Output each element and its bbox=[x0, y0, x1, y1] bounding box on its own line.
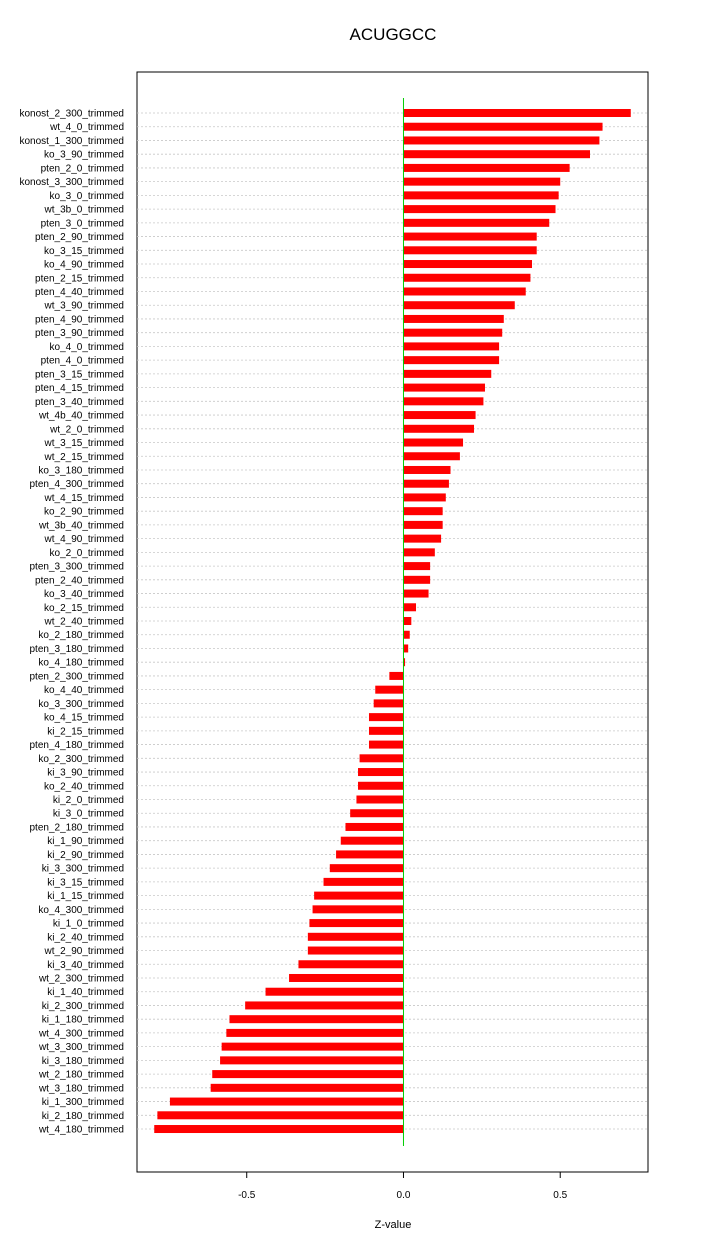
category-label: ko_3_90_trimmed bbox=[43, 149, 124, 161]
category-label: ki_3_300_trimmed bbox=[41, 863, 124, 875]
bar bbox=[403, 411, 475, 419]
category-label: pten_2_300_trimmed bbox=[29, 671, 124, 683]
bar bbox=[336, 850, 403, 858]
category-label: ko_3_15_trimmed bbox=[43, 245, 124, 257]
bar bbox=[403, 233, 536, 241]
bar bbox=[245, 1001, 403, 1009]
category-label: wt_2_300_trimmed bbox=[38, 973, 124, 985]
bar bbox=[403, 425, 474, 433]
category-label: pten_4_40_trimmed bbox=[35, 286, 124, 298]
category-label: ko_3_180_trimmed bbox=[38, 465, 124, 477]
bar bbox=[266, 988, 404, 996]
bar bbox=[403, 246, 536, 254]
bar bbox=[229, 1015, 403, 1023]
category-label: ko_2_180_trimmed bbox=[38, 630, 124, 642]
category-label: pten_4_90_trimmed bbox=[35, 314, 124, 326]
category-label: wt_3_90_trimmed bbox=[44, 300, 124, 312]
category-label: ki_1_90_trimmed bbox=[47, 836, 124, 848]
bar bbox=[403, 631, 409, 639]
bar bbox=[345, 823, 403, 831]
category-label: ko_4_15_trimmed bbox=[43, 712, 124, 724]
bar bbox=[330, 864, 404, 872]
category-label: ko_2_0_trimmed bbox=[49, 547, 124, 559]
bar bbox=[403, 315, 503, 323]
bar bbox=[403, 521, 442, 529]
bar bbox=[403, 150, 590, 158]
category-label: pten_3_300_trimmed bbox=[29, 561, 124, 573]
category-label: pten_2_40_trimmed bbox=[35, 575, 124, 587]
category-label: pten_3_40_trimmed bbox=[35, 396, 124, 408]
category-label: wt_2_15_trimmed bbox=[44, 451, 124, 463]
bar bbox=[403, 562, 430, 570]
bar bbox=[358, 768, 403, 776]
category-label: pten_4_0_trimmed bbox=[40, 355, 124, 367]
category-label: wt_3b_0_trimmed bbox=[44, 204, 124, 216]
x-tick-label: 0.0 bbox=[396, 1190, 411, 1201]
bar bbox=[369, 727, 403, 735]
category-label: wt_3b_40_trimmed bbox=[38, 520, 124, 532]
category-label: wt_4_15_trimmed bbox=[44, 492, 124, 504]
bar bbox=[308, 933, 404, 941]
bar bbox=[403, 356, 499, 364]
bar bbox=[403, 342, 499, 350]
bar bbox=[369, 713, 403, 721]
category-label: wt_4_90_trimmed bbox=[44, 534, 124, 546]
category-label: wt_4_180_trimmed bbox=[38, 1124, 124, 1136]
bar bbox=[289, 974, 403, 982]
category-label: pten_2_180_trimmed bbox=[29, 822, 124, 834]
category-label: ko_2_300_trimmed bbox=[38, 753, 124, 765]
category-label: wt_4b_40_trimmed bbox=[38, 410, 124, 422]
bar bbox=[374, 699, 404, 707]
category-label: ki_3_90_trimmed bbox=[47, 767, 124, 779]
chart-title: ACUGGCC bbox=[349, 25, 437, 44]
x-tick-label: 0.5 bbox=[553, 1190, 568, 1201]
x-axis bbox=[238, 1172, 568, 1201]
bar bbox=[403, 617, 411, 625]
category-label: ki_3_180_trimmed bbox=[41, 1055, 124, 1067]
category-label: ki_2_180_trimmed bbox=[41, 1110, 124, 1122]
category-label: pten_3_15_trimmed bbox=[35, 369, 124, 381]
category-label: pten_2_0_trimmed bbox=[40, 163, 124, 175]
bar bbox=[403, 452, 459, 460]
bar bbox=[403, 205, 555, 213]
bar bbox=[341, 837, 404, 845]
category-label: pten_2_15_trimmed bbox=[35, 273, 124, 285]
bar bbox=[403, 397, 483, 405]
bar bbox=[403, 301, 514, 309]
bar bbox=[403, 384, 485, 392]
bar bbox=[369, 741, 403, 749]
bar bbox=[350, 809, 403, 817]
bar bbox=[403, 136, 599, 144]
bar bbox=[356, 796, 403, 804]
bar bbox=[403, 191, 558, 199]
category-label: pten_4_15_trimmed bbox=[35, 383, 124, 395]
bar bbox=[403, 370, 491, 378]
bar bbox=[211, 1084, 404, 1092]
bar bbox=[212, 1070, 403, 1078]
bar bbox=[403, 109, 630, 117]
bar bbox=[375, 686, 403, 694]
category-label: wt_3_15_trimmed bbox=[44, 438, 124, 450]
bar bbox=[313, 905, 404, 913]
category-label: ki_1_180_trimmed bbox=[41, 1014, 124, 1026]
category-label: wt_3_180_trimmed bbox=[38, 1083, 124, 1095]
bar bbox=[403, 493, 445, 501]
category-label: ki_2_0_trimmed bbox=[52, 795, 124, 806]
category-label: wt_2_180_trimmed bbox=[38, 1069, 124, 1081]
bar bbox=[403, 123, 602, 131]
bar bbox=[403, 164, 569, 172]
category-label: konost_2_300_trimmed bbox=[19, 108, 124, 120]
bar bbox=[403, 178, 560, 186]
category-label: ki_3_15_trimmed bbox=[47, 877, 124, 889]
bar bbox=[403, 548, 434, 556]
category-label: ko_4_300_trimmed bbox=[38, 904, 124, 916]
category-label: pten_3_180_trimmed bbox=[29, 643, 124, 655]
category-label: ki_1_300_trimmed bbox=[41, 1097, 124, 1109]
category-label: ki_1_15_trimmed bbox=[47, 891, 124, 903]
category-label: ko_4_180_trimmed bbox=[38, 657, 124, 669]
category-label: wt_4_300_trimmed bbox=[38, 1028, 124, 1040]
category-label: wt_3_300_trimmed bbox=[38, 1042, 124, 1054]
bar bbox=[403, 507, 442, 515]
bar bbox=[403, 603, 416, 611]
category-label: pten_4_300_trimmed bbox=[29, 479, 124, 491]
category-label: ko_2_15_trimmed bbox=[43, 602, 124, 614]
category-label: pten_4_180_trimmed bbox=[29, 740, 124, 752]
bar bbox=[222, 1043, 404, 1051]
category-label: konost_1_300_trimmed bbox=[19, 135, 124, 147]
bar bbox=[309, 919, 403, 927]
bar bbox=[403, 576, 430, 584]
bar bbox=[389, 672, 403, 680]
category-label: konost_3_300_trimmed bbox=[19, 177, 124, 189]
bar bbox=[220, 1056, 403, 1064]
bar bbox=[308, 947, 404, 955]
category-label: ki_1_40_trimmed bbox=[47, 987, 124, 999]
category-label: ki_3_40_trimmed bbox=[47, 959, 124, 971]
bar bbox=[403, 466, 450, 474]
category-label: ko_2_90_trimmed bbox=[43, 506, 124, 518]
bar bbox=[403, 329, 502, 337]
bar bbox=[170, 1098, 404, 1106]
bar bbox=[298, 960, 403, 968]
category-label: ki_2_90_trimmed bbox=[47, 849, 124, 861]
bar bbox=[154, 1125, 403, 1133]
category-label: wt_2_40_trimmed bbox=[44, 616, 124, 628]
category-label: ko_3_300_trimmed bbox=[38, 698, 124, 710]
bar bbox=[314, 892, 403, 900]
bar bbox=[403, 287, 525, 295]
category-label: wt_2_0_trimmed bbox=[50, 424, 124, 436]
category-label: wt_4_0_trimmed bbox=[50, 122, 124, 134]
category-label: ki_1_0_trimmed bbox=[52, 918, 124, 930]
bar bbox=[324, 878, 404, 886]
bar bbox=[403, 535, 441, 543]
bar bbox=[403, 439, 463, 447]
bar bbox=[403, 644, 408, 652]
category-label: ko_4_0_trimmed bbox=[49, 341, 124, 353]
category-label: ki_2_300_trimmed bbox=[41, 1000, 124, 1012]
bar bbox=[403, 260, 532, 268]
bar bbox=[226, 1029, 403, 1037]
category-label: ko_3_40_trimmed bbox=[43, 589, 124, 601]
bar bbox=[358, 782, 403, 790]
bar bbox=[403, 590, 428, 598]
category-label: pten_3_0_trimmed bbox=[40, 218, 124, 230]
category-label: ki_3_0_trimmed bbox=[52, 808, 124, 820]
category-label: pten_3_90_trimmed bbox=[35, 328, 124, 340]
category-label: ko_2_40_trimmed bbox=[43, 781, 124, 793]
category-label: ko_3_0_trimmed bbox=[49, 190, 124, 202]
bar bbox=[157, 1111, 403, 1119]
category-label: ki_2_40_trimmed bbox=[47, 932, 124, 944]
bar bbox=[403, 480, 448, 488]
bar bbox=[403, 219, 549, 227]
category-label: ko_4_90_trimmed bbox=[43, 259, 124, 271]
bar bbox=[403, 274, 530, 282]
category-label: wt_2_90_trimmed bbox=[44, 946, 124, 958]
x-axis-title: Z-value bbox=[374, 1219, 412, 1231]
category-label: pten_2_90_trimmed bbox=[35, 232, 124, 244]
category-label: ki_2_15_trimmed bbox=[47, 726, 124, 738]
x-tick-label: -0.5 bbox=[238, 1190, 256, 1201]
category-labels bbox=[19, 109, 124, 1136]
bar bbox=[360, 754, 404, 762]
category-label: ko_4_40_trimmed bbox=[43, 685, 124, 697]
